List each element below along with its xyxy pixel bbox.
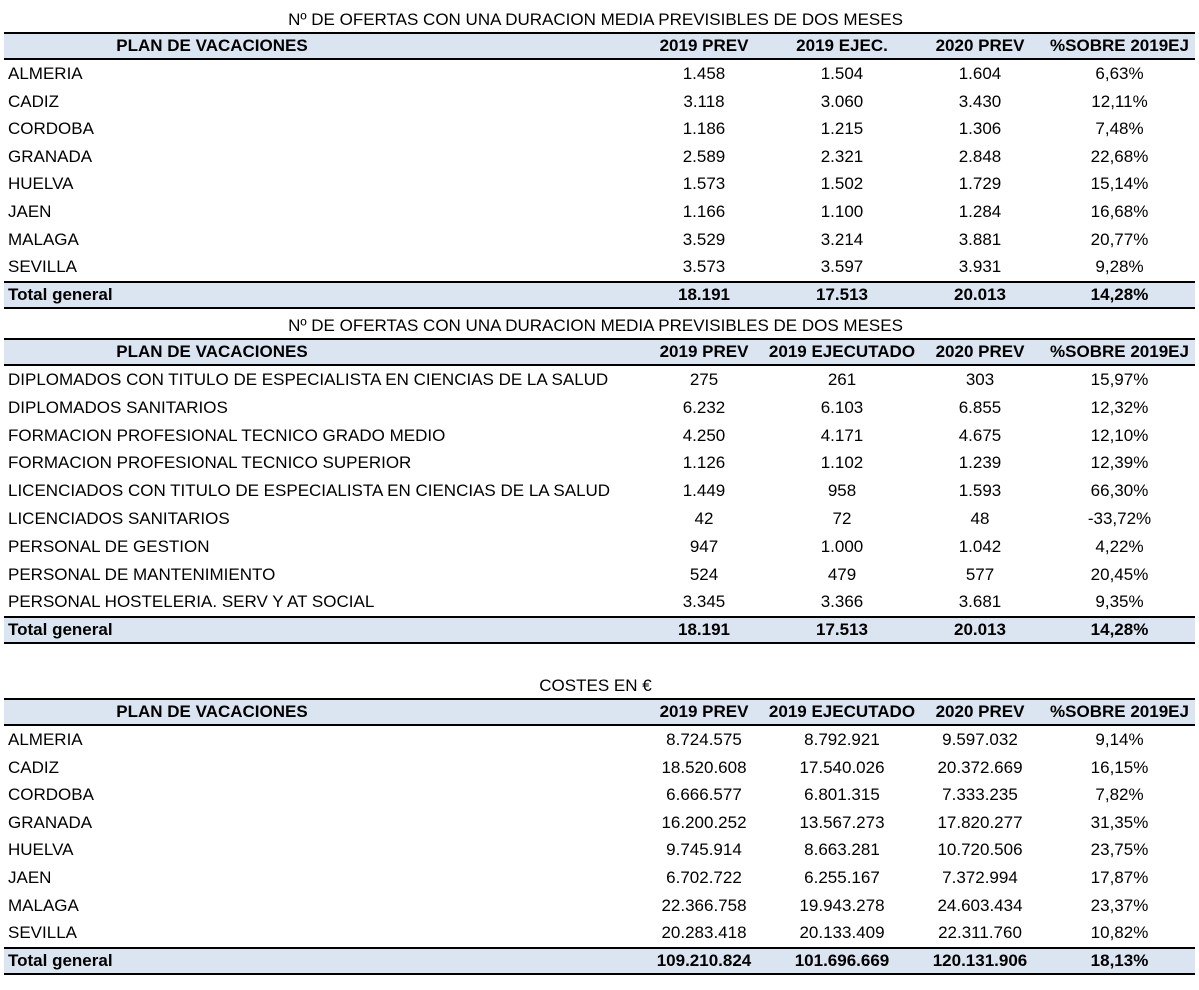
cell-2020-prev: 1.593	[958, 481, 1002, 501]
cell-pct: 12,10%	[1090, 425, 1149, 445]
header-pct: %SOBRE 2019EJ	[1050, 342, 1189, 361]
table-title: Nº DE OFERTAS CON UNA DURACION MEDIA PREVISIBLES DE DOS MESES	[288, 316, 903, 335]
total-row	[4, 617, 1195, 643]
header-2019-ejec: 2019 EJEC.	[796, 36, 888, 55]
total-pct: 14,28%	[1090, 620, 1149, 640]
header-plan: PLAN DE VACACIONES	[116, 702, 308, 721]
cell-pct: 20,45%	[1090, 564, 1149, 584]
row-label: CORDOBA	[8, 119, 94, 139]
table-row	[4, 422, 1195, 450]
row-label: ALMERIA	[8, 730, 83, 749]
table-row	[4, 561, 1195, 589]
offers-by-province-table	[4, 32, 1195, 309]
header-2019-ejecutado: 2019 EJECUTADO	[768, 342, 916, 361]
cell-2020-prev: 577	[965, 564, 995, 584]
cell-2019-ejec: 2.321	[820, 146, 864, 166]
header-2020-prev: 2020 PREV	[935, 342, 1025, 361]
cell-pct: 9,35%	[1095, 592, 1144, 612]
row-label: FORMACION PROFESIONAL TECNICO SUPERIOR	[8, 453, 412, 473]
cell-2020-prev: 1.729	[958, 174, 1002, 194]
header-2019-ejecutado: 2019 EJECUTADO	[768, 702, 916, 721]
header-pct: %SOBRE 2019EJ	[1050, 36, 1189, 55]
cell-2020-prev: 22.311.760	[938, 923, 1022, 943]
cell-2019-prev: 3.345	[682, 592, 726, 612]
cell-2019-prev: 3.573	[682, 257, 726, 277]
table-row	[4, 505, 1195, 533]
cell-2020-prev: 4.675	[958, 425, 1002, 445]
cell-2020-prev: 303	[965, 370, 995, 389]
cell-pct: 22,68%	[1090, 146, 1149, 166]
costs-section	[4, 674, 1195, 975]
cell-2019-prev: 524	[689, 564, 719, 584]
cell-2019-prev: 6.666.577	[666, 785, 742, 805]
cell-pct: 16,15%	[1090, 757, 1149, 777]
cell-2019-ejecutado: 17.540.026	[799, 757, 885, 777]
header-row	[4, 33, 1195, 59]
table-row	[4, 919, 1195, 948]
cell-2019-ejecutado: 8.792.921	[804, 730, 880, 749]
cell-2019-prev: 6.702.722	[666, 867, 742, 887]
table-row	[4, 170, 1195, 198]
cell-pct: 17,87%	[1090, 867, 1149, 887]
offers-by-province-section	[4, 8, 1195, 309]
total-2019-ejecutado: 101.696.669	[794, 950, 890, 970]
cell-2019-prev: 2.589	[682, 146, 726, 166]
table-row	[4, 725, 1195, 754]
header-2019-prev: 2019 PREV	[659, 36, 749, 55]
row-label: MALAGA	[8, 229, 79, 249]
cell-2019-ejec: 1.502	[820, 174, 864, 194]
total-2019-prev: 18.191	[678, 620, 730, 640]
total-2019-prev: 18.191	[678, 284, 730, 304]
header-2019-prev: 2019 PREV	[659, 702, 749, 721]
offers-by-category-section	[4, 314, 1195, 644]
cell-2019-prev: 20.283.418	[661, 923, 747, 943]
row-label: SEVILLA	[8, 923, 77, 943]
total-label: Total general	[8, 950, 113, 970]
cell-2019-prev: 8.724.575	[666, 730, 742, 749]
cell-2020-prev: 9.597.032	[942, 730, 1018, 749]
table-row	[4, 809, 1195, 837]
row-label: HUELVA	[8, 174, 74, 194]
cell-2019-ejecutado: 13.567.273	[799, 812, 885, 832]
cell-2020-prev: 10.720.506	[937, 840, 1023, 860]
cell-2020-prev: 48	[970, 508, 990, 528]
table-row	[4, 198, 1195, 226]
cell-2019-prev: 9.745.914	[666, 840, 742, 860]
header-row	[4, 699, 1195, 725]
table-row	[4, 226, 1195, 254]
cell-pct: 31,35%	[1090, 812, 1149, 832]
row-label: PERSONAL DE GESTION	[8, 536, 210, 556]
total-label: Total general	[8, 284, 113, 304]
cell-2019-prev: 3.529	[682, 229, 726, 249]
cell-pct: 7,48%	[1095, 119, 1144, 139]
row-label: PERSONAL DE MANTENIMIENTO	[8, 564, 276, 584]
total-2019-ejec: 17.513	[816, 284, 868, 304]
cell-2019-ejec: 3.214	[820, 229, 864, 249]
cell-2019-prev: 947	[689, 536, 719, 556]
row-label: LICENCIADOS CON TITULO DE ESPECIALISTA EN CIENCIAS DE LA SALUD	[8, 481, 611, 501]
cell-2020-prev: 6.855	[958, 397, 1002, 417]
row-label: HUELVA	[8, 840, 74, 860]
row-label: JAEN	[8, 201, 52, 221]
total-pct: 18,13%	[1090, 950, 1149, 970]
table-row	[4, 533, 1195, 561]
cell-pct: 6,63%	[1095, 64, 1144, 83]
cell-2019-ejecutado: 72	[832, 508, 852, 528]
cell-2019-prev: 1.573	[682, 174, 726, 194]
table-row	[4, 253, 1195, 282]
table-row	[4, 836, 1195, 864]
cell-pct: 9,14%	[1095, 730, 1144, 749]
cell-2020-prev: 1.042	[958, 536, 1002, 556]
cell-pct: 7,82%	[1095, 785, 1144, 805]
row-label: CADIZ	[8, 91, 59, 111]
total-row	[4, 282, 1195, 308]
total-pct: 14,28%	[1090, 284, 1149, 304]
costs-table	[4, 698, 1195, 975]
cell-2019-ejecutado: 4.171	[820, 425, 864, 445]
total-2019-ejecutado: 17.513	[816, 620, 868, 640]
cell-2019-prev: 3.118	[683, 91, 725, 111]
header-2019-prev: 2019 PREV	[659, 342, 749, 361]
table-row	[4, 781, 1195, 809]
row-label: GRANADA	[8, 146, 93, 166]
cell-2020-prev: 1.604	[958, 64, 1002, 83]
row-label: CORDOBA	[8, 785, 94, 805]
cell-2019-ejecutado: 6.103	[820, 397, 864, 417]
cell-2019-ejecutado: 1.000	[820, 536, 864, 556]
table-row	[4, 477, 1195, 505]
total-label: Total general	[8, 620, 113, 640]
cell-2019-ejecutado: 19.943.278	[799, 895, 885, 915]
cell-2019-ejecutado: 6.255.167	[804, 867, 880, 887]
cell-2019-ejecutado: 20.133.409	[799, 923, 885, 943]
cell-pct: 20,77%	[1090, 229, 1149, 249]
cell-pct: 9,28%	[1095, 257, 1144, 277]
table-title: COSTES EN €	[539, 676, 652, 695]
cell-2019-prev: 275	[689, 370, 719, 389]
table-row	[4, 892, 1195, 920]
row-label: PERSONAL HOSTELERIA. SERV Y AT SOCIAL	[8, 592, 375, 612]
cell-2019-ejec: 1.100	[820, 201, 864, 221]
cell-2019-ejec: 3.060	[820, 91, 864, 111]
header-row	[4, 339, 1195, 365]
total-2020-prev: 120.131.906	[932, 950, 1028, 970]
cell-2020-prev: 3.430	[958, 91, 1002, 111]
cell-2020-prev: 7.333.235	[942, 785, 1018, 805]
row-label: DIPLOMADOS CON TITULO DE ESPECIALISTA EN CIENCIAS DE LA SALUD	[8, 370, 609, 389]
total-2020-prev: 20.013	[954, 284, 1006, 304]
cell-2020-prev: 7.372.994	[942, 867, 1018, 887]
cell-2019-prev: 16.200.252	[661, 812, 747, 832]
cell-2019-prev: 4.250	[682, 425, 726, 445]
cell-2020-prev: 1.306	[958, 119, 1002, 139]
cell-pct: 4,22%	[1095, 536, 1144, 556]
row-label: LICENCIADOS SANITARIOS	[8, 508, 230, 528]
header-2020-prev: 2020 PREV	[935, 702, 1025, 721]
cell-2019-ejecutado: 479	[827, 564, 857, 584]
table-row	[4, 115, 1195, 143]
total-2019-prev: 109.210.824	[656, 950, 752, 970]
table-row	[4, 59, 1195, 88]
table-row	[4, 449, 1195, 477]
cell-2019-prev: 1.449	[682, 481, 726, 501]
cell-pct: 23,75%	[1090, 840, 1149, 860]
cell-2019-ejecutado: 261	[827, 370, 857, 389]
header-pct: %SOBRE 2019EJ	[1050, 702, 1189, 721]
cell-2019-ejec: 3.597	[820, 257, 864, 277]
header-plan: PLAN DE VACACIONES	[116, 36, 308, 55]
cell-2019-prev: 1.458	[682, 64, 726, 83]
cell-pct: -33,72%	[1087, 508, 1152, 528]
total-row	[4, 948, 1195, 974]
cell-2020-prev: 1.284	[958, 201, 1002, 221]
cell-2020-prev: 3.931	[958, 257, 1002, 277]
row-label: DIPLOMADOS SANITARIOS	[8, 397, 228, 417]
cell-2020-prev: 3.881	[958, 229, 1002, 249]
table-row	[4, 365, 1195, 394]
cell-pct: 12,11%	[1091, 91, 1148, 111]
total-2020-prev: 20.013	[954, 620, 1006, 640]
cell-2019-prev: 1.186	[682, 119, 726, 139]
cell-pct: 16,68%	[1090, 201, 1149, 221]
row-label: MALAGA	[8, 895, 79, 915]
cell-2019-ejecutado: 1.102	[820, 453, 864, 473]
cell-pct: 15,14%	[1090, 174, 1149, 194]
table-row	[4, 864, 1195, 892]
cell-2020-prev: 20.372.669	[937, 757, 1023, 777]
row-label: ALMERIA	[8, 64, 83, 83]
table-row	[4, 754, 1195, 782]
cell-pct: 15,97%	[1090, 370, 1149, 389]
cell-pct: 10,82%	[1090, 923, 1149, 943]
cell-2019-ejecutado: 3.366	[820, 592, 864, 612]
cell-2020-prev: 1.239	[958, 453, 1002, 473]
table-row	[4, 394, 1195, 422]
cell-2019-ejecutado: 8.663.281	[804, 840, 880, 860]
offers-by-category-table	[4, 338, 1195, 644]
cell-2020-prev: 17.820.277	[937, 812, 1023, 832]
cell-2019-ejecutado: 958	[827, 481, 857, 501]
cell-pct: 12,39%	[1090, 453, 1149, 473]
table-title: Nº DE OFERTAS CON UNA DURACION MEDIA PREVISIBLES DE DOS MESES	[288, 10, 903, 29]
row-label: SEVILLA	[8, 257, 77, 277]
cell-2019-prev: 42	[694, 508, 714, 528]
cell-2019-prev: 1.166	[682, 201, 726, 221]
row-label: CADIZ	[8, 757, 59, 777]
table-row	[4, 88, 1195, 116]
cell-pct: 23,37%	[1090, 895, 1149, 915]
header-plan: PLAN DE VACACIONES	[116, 342, 308, 361]
cell-2019-prev: 6.232	[682, 397, 726, 417]
cell-2020-prev: 2.848	[958, 146, 1002, 166]
cell-pct: 66,30%	[1090, 481, 1149, 501]
header-2020-prev: 2020 PREV	[935, 36, 1025, 55]
table-row	[4, 588, 1195, 617]
row-label: JAEN	[8, 867, 52, 887]
cell-2019-ejec: 1.215	[820, 119, 864, 139]
cell-2019-prev: 18.520.608	[661, 757, 747, 777]
cell-2020-prev: 3.681	[958, 592, 1002, 612]
table-row	[4, 143, 1195, 171]
cell-pct: 12,32%	[1090, 397, 1149, 417]
cell-2019-ejec: 1.504	[820, 64, 864, 83]
cell-2019-prev: 1.126	[682, 453, 726, 473]
cell-2019-ejecutado: 6.801.315	[804, 785, 880, 805]
cell-2020-prev: 24.603.434	[937, 895, 1023, 915]
cell-2019-prev: 22.366.758	[661, 895, 747, 915]
row-label: FORMACION PROFESIONAL TECNICO GRADO MEDIO	[8, 425, 446, 445]
row-label: GRANADA	[8, 812, 93, 832]
